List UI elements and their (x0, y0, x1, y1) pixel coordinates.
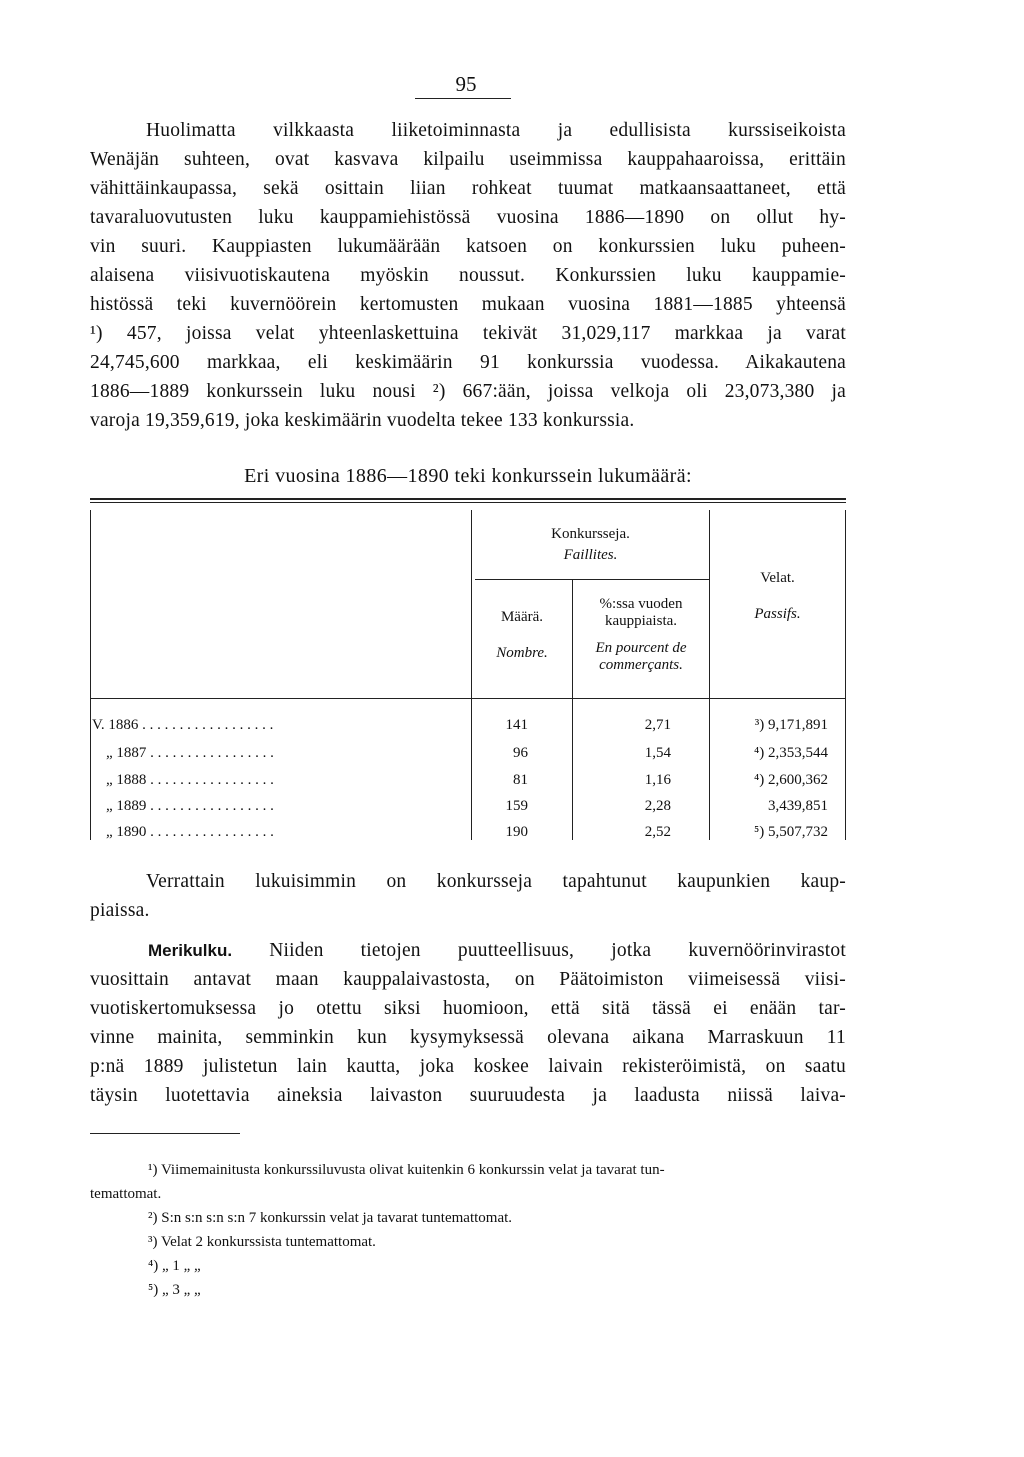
table-top-rule (90, 498, 846, 500)
text-line: p:nä 1889 julistetun lain kautta, joka koskee laivain rekisteröimistä, on saatu (90, 1056, 846, 1077)
row-count: 190 (505, 824, 528, 840)
group-header-fr: Faillites. (563, 547, 618, 563)
table-vline-pct (709, 510, 710, 840)
footnote: ⁴) „ 1 „ „ (148, 1258, 201, 1274)
text-line: Wenäjän suhteen, ovat kasvava kilpailu useimmissa kauppahaaroissa, erittäin (90, 149, 846, 170)
footnote: temattomat. (90, 1186, 162, 1202)
table-vline-left (90, 510, 91, 840)
text-line: Huolimatta vilkkaasta liiketoiminnasta ja edullisista kurssiseikoista (146, 120, 846, 141)
row-pct: 1,54 (644, 745, 671, 761)
footnote: ³) Velat 2 konkurssista tuntemattomat. (148, 1234, 376, 1250)
footnotes (90, 1158, 846, 1302)
footnote: ¹) Viimemainitusta konkurssiluvusta olivat kuitenkin 6 konkurssin velat ja tavarat tun- (148, 1162, 665, 1178)
page-number: 95 (455, 72, 477, 96)
intro-paragraph (90, 116, 846, 435)
row-debts: ⁴) 2,600,362 (754, 772, 828, 788)
footnote-separator (90, 1133, 240, 1134)
text-line: ¹) 457, joissa velat yhteenlaskettuina tekivät 31,029,117 markkaa ja varat (90, 323, 846, 344)
text-line: 1886—1889 konkurssein luku nousi ²) 667:ään, joissa velkoja oli 23,073,380 ja (90, 381, 846, 402)
row-debts: ³) 9,171,891 (754, 717, 828, 733)
col-count-fi: Määrä. (500, 609, 544, 625)
text-line: Verrattain lukuisimmin on konkursseja tapahtunut kaupunkien kaup- (146, 871, 846, 892)
row-label: „ 1889 . . . . . . . . . . . . . . . . . (106, 798, 274, 814)
text-line: piaissa. (90, 900, 150, 921)
text-line: vinne mainita, semminkin kun kysymyksessä olevana aikana Marraskuun 11 (90, 1027, 846, 1048)
row-debts: 3,439,851 (768, 798, 828, 814)
row-pct: 2,52 (644, 824, 671, 840)
section-lead: Merikulku. (148, 941, 233, 960)
page-number-rule (415, 98, 511, 99)
table-header-rule (90, 698, 846, 699)
table-title: Eri vuosina 1886—1890 teki konkurssein lukumäärä: (244, 465, 692, 487)
text-line: Merikulku. Niiden tietojen puutteellisuus, jotka kuvernöörinvirastot (148, 940, 846, 961)
text-line: alaisena viisivuotiskautena myöskin noussut. Konkurssien luku kauppamie- (90, 265, 846, 286)
row-count: 159 (505, 798, 528, 814)
col-pct-fi-1: %:ssa vuoden (599, 596, 683, 612)
row-label: „ 1888 . . . . . . . . . . . . . . . . . (106, 772, 274, 788)
row-pct: 1,16 (644, 772, 671, 788)
table-group-rule (475, 579, 709, 580)
table-top-rule-2 (90, 502, 846, 503)
merikulku-paragraph (90, 936, 846, 1110)
text-line: täysin luotettavia aineksia laivaston suuruudesta ja laadusta niissä laiva- (90, 1085, 846, 1106)
row-pct: 2,28 (644, 798, 671, 814)
row-debts: ⁴) 2,353,544 (754, 745, 828, 761)
text-line: vuosittain antavat maan kauppalaivastosta, on Päätoimiston viimeisessä viisi- (90, 969, 846, 990)
col-pct-fr-1: En pourcent de (595, 640, 687, 656)
text-line: vin suuri. Kauppiasten lukumäärään katsoen on konkurssien luku puheen- (90, 236, 846, 257)
row-count: 141 (505, 717, 528, 733)
mid-paragraph (90, 867, 846, 925)
row-label: „ 1890 . . . . . . . . . . . . . . . . . (106, 824, 274, 840)
col-pct-fi-2: kauppiaista. (604, 613, 678, 629)
footnote: ²) S:n s:n s:n s:n 7 konkurssin velat ja tavarat tuntemattomat. (148, 1210, 513, 1226)
text-line: tavaraluovutusten luku kauppamiehistössä vuosina 1886—1890 on ollut hy- (90, 207, 846, 228)
text-line: vuotiskertomuksessa jo otettu siksi huomioon, että sitä tässä ei enään tar- (90, 998, 846, 1019)
row-debts: ⁵) 5,507,732 (754, 824, 828, 840)
text-line: varoja 19,359,619, joka keskimäärin vuodelta tekee 133 konkurssia. (90, 410, 635, 431)
col-debts-fi: Velat. (760, 570, 795, 586)
row-label: V. 1886 . . . . . . . . . . . . . . . . . . (92, 717, 274, 733)
text-line: 24,745,600 markkaa, eli keskimäärin 91 konkurssia vuodessa. Aikakautena (90, 352, 846, 373)
col-pct-fr-2: commerçants. (599, 657, 683, 673)
row-pct: 2,71 (644, 717, 671, 733)
col-count-fr: Nombre. (496, 645, 548, 661)
col-debts-fr: Passifs. (754, 606, 801, 622)
text-line: histössä teki kuvernöörein kertomusten mukaan vuosina 1881—1885 yhteensä (90, 294, 846, 315)
row-count: 96 (513, 745, 528, 761)
group-header-fi: Konkursseja. (551, 526, 630, 542)
footnote: ⁵) „ 3 „ „ (148, 1282, 201, 1298)
row-count: 81 (513, 772, 528, 788)
text-line: vähittäinkaupassa, sekä osittain liian rohkeat tuumat matkaansaattaneet, että (90, 178, 846, 199)
table-vline-right (845, 510, 846, 840)
row-label: „ 1887 . . . . . . . . . . . . . . . . . (106, 745, 274, 761)
